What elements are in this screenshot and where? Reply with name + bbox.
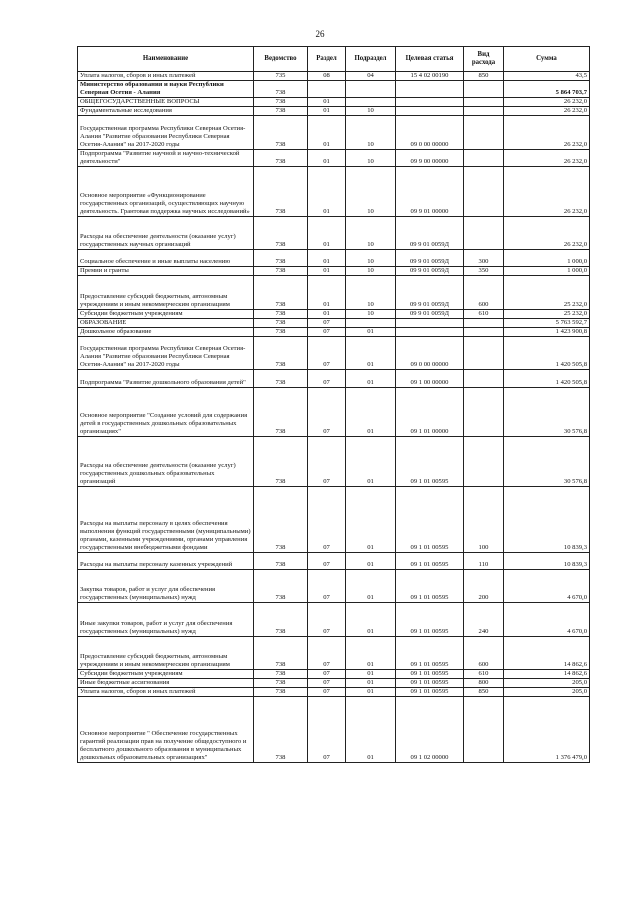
cell-subsection: 10: [346, 107, 396, 116]
cell-name: Государственная программа Республики Северная Осетия-Алания "Развитие образования Республики Северная Осетия-Алания" на 2017-2020 годы: [78, 116, 254, 149]
cell-subsection: 01: [346, 336, 396, 369]
cell-section: 07: [308, 437, 346, 487]
table-row: [78, 336, 590, 369]
cell-amount: 1 000,0: [504, 267, 590, 276]
cell-section: 07: [308, 603, 346, 636]
cell-target: 09 1 01 00000: [396, 387, 464, 437]
table-row: [78, 318, 590, 327]
cell-name: Министерство образования и науки Республики Северная Осетия - Алания: [78, 81, 254, 98]
cell-name: ОБЩЕГОСУДАРСТВЕННЫЕ ВОПРОСЫ: [78, 98, 254, 107]
cell-expense: 800: [464, 679, 504, 688]
cell-section: 01: [308, 267, 346, 276]
cell-name: Фундаментальные исследования: [78, 107, 254, 116]
cell-subsection: 01: [346, 327, 396, 336]
cell-amount: 26 232,0: [504, 98, 590, 107]
cell-name: Расходы на выплаты персоналу в целях обеспечения выполнения функций государственными (муниципальными) органами, казенными учреждениями, органами управления государственными внебюджетными фондами: [78, 486, 254, 552]
cell-expense: 200: [464, 569, 504, 602]
cell-dept: 738: [254, 327, 308, 336]
table-row: [78, 107, 590, 116]
cell-target: 09 0 00 00000: [396, 336, 464, 369]
cell-expense: 110: [464, 552, 504, 569]
cell-amount: 26 232,0: [504, 149, 590, 166]
table-row: [78, 167, 590, 217]
cell-amount: 10 839,3: [504, 552, 590, 569]
cell-section: 01: [308, 149, 346, 166]
table-row: [78, 697, 590, 763]
header-name: Наименование: [78, 47, 254, 72]
cell-target: 09 1 00 00000: [396, 370, 464, 387]
cell-name: Иные бюджетные ассигнования: [78, 679, 254, 688]
table-row: [78, 603, 590, 636]
cell-dept: 738: [254, 569, 308, 602]
cell-subsection: 01: [346, 387, 396, 437]
cell-expense: [464, 81, 504, 98]
cell-name: Подпрограмма "Развитие научной и научно-технической деятельности": [78, 149, 254, 166]
cell-dept: 738: [254, 318, 308, 327]
cell-name: Премии и гранты: [78, 267, 254, 276]
cell-target: 09 9 01 0059Д: [396, 276, 464, 309]
header-expense: Вид расхода: [464, 47, 504, 72]
cell-section: 07: [308, 697, 346, 763]
table-row: [78, 569, 590, 602]
cell-expense: [464, 387, 504, 437]
cell-section: 07: [308, 336, 346, 369]
table-row: [78, 486, 590, 552]
table-row: [78, 216, 590, 249]
cell-expense: [464, 216, 504, 249]
cell-section: 07: [308, 387, 346, 437]
cell-dept: 738: [254, 669, 308, 678]
cell-expense: [464, 98, 504, 107]
cell-target: 09 1 02 00000: [396, 697, 464, 763]
cell-dept: 735: [254, 72, 308, 81]
cell-dept: 738: [254, 149, 308, 166]
cell-section: 07: [308, 318, 346, 327]
cell-amount: 4 670,0: [504, 569, 590, 602]
cell-section: [308, 81, 346, 98]
cell-subsection: 01: [346, 437, 396, 487]
cell-expense: 600: [464, 276, 504, 309]
cell-subsection: 01: [346, 552, 396, 569]
header-amount: Сумма: [504, 47, 590, 72]
cell-name: Субсидии бюджетным учреждениям: [78, 669, 254, 678]
cell-subsection: 01: [346, 370, 396, 387]
cell-amount: 30 576,8: [504, 387, 590, 437]
cell-subsection: 10: [346, 216, 396, 249]
header-target: Целевая статья: [396, 47, 464, 72]
cell-expense: [464, 149, 504, 166]
table-row: [78, 327, 590, 336]
cell-name: Основное мероприятие «Функционирование государственных организаций, осуществляющих научную деятельность. Грантовая поддержка научных исследований»: [78, 167, 254, 217]
cell-subsection: [346, 98, 396, 107]
cell-dept: 738: [254, 486, 308, 552]
cell-section: 07: [308, 688, 346, 697]
cell-dept: 738: [254, 336, 308, 369]
cell-name: Подпрограмма "Развитие дошкольного образования детей": [78, 370, 254, 387]
cell-target: 09 9 00 00000: [396, 149, 464, 166]
cell-amount: 4 670,0: [504, 603, 590, 636]
cell-expense: 350: [464, 267, 504, 276]
cell-expense: [464, 437, 504, 487]
cell-target: 09 1 01 00595: [396, 679, 464, 688]
cell-expense: 850: [464, 72, 504, 81]
cell-target: 09 1 01 00595: [396, 437, 464, 487]
cell-subsection: 10: [346, 309, 396, 318]
table-row: [78, 387, 590, 437]
header-row: [78, 47, 590, 72]
cell-expense: 300: [464, 250, 504, 267]
cell-dept: 738: [254, 370, 308, 387]
cell-target: 09 1 01 00595: [396, 486, 464, 552]
cell-expense: 850: [464, 688, 504, 697]
cell-name: Предоставление субсидий бюджетным, автономным учреждениям и иным некоммерческим организациям: [78, 636, 254, 669]
cell-section: 01: [308, 167, 346, 217]
cell-target: [396, 81, 464, 98]
cell-subsection: 01: [346, 603, 396, 636]
cell-subsection: 10: [346, 167, 396, 217]
cell-amount: 26 232,0: [504, 107, 590, 116]
cell-dept: 738: [254, 116, 308, 149]
table-row: [78, 116, 590, 149]
cell-dept: 738: [254, 679, 308, 688]
cell-target: 09 9 01 0059Д: [396, 250, 464, 267]
header-section: Раздел: [308, 47, 346, 72]
table-row: [78, 81, 590, 98]
cell-section: 01: [308, 216, 346, 249]
cell-dept: 738: [254, 309, 308, 318]
cell-amount: 5 763 592,7: [504, 318, 590, 327]
header-dept: Ведомство: [254, 47, 308, 72]
cell-subsection: 10: [346, 116, 396, 149]
budget-table: [77, 46, 590, 763]
cell-name: Предоставление субсидий бюджетным, автономным учреждениям и иным некоммерческим организациям: [78, 276, 254, 309]
table-body: [78, 72, 590, 763]
cell-dept: 738: [254, 98, 308, 107]
cell-target: 09 9 01 0059Д: [396, 309, 464, 318]
cell-target: 09 1 01 00595: [396, 688, 464, 697]
cell-dept: 738: [254, 167, 308, 217]
cell-expense: 240: [464, 603, 504, 636]
cell-target: 09 0 00 00000: [396, 116, 464, 149]
cell-expense: [464, 107, 504, 116]
table-row: [78, 98, 590, 107]
cell-subsection: [346, 318, 396, 327]
cell-amount: 43,5: [504, 72, 590, 81]
cell-target: [396, 327, 464, 336]
cell-section: 07: [308, 669, 346, 678]
cell-target: 09 9 01 0059Д: [396, 216, 464, 249]
cell-expense: [464, 327, 504, 336]
cell-amount: 30 576,8: [504, 437, 590, 487]
table-row: [78, 370, 590, 387]
cell-dept: 738: [254, 250, 308, 267]
cell-amount: 10 839,3: [504, 486, 590, 552]
cell-name: Субсидии бюджетным учреждениям: [78, 309, 254, 318]
cell-dept: 738: [254, 81, 308, 98]
cell-subsection: 10: [346, 267, 396, 276]
cell-expense: 610: [464, 669, 504, 678]
table-row: [78, 276, 590, 309]
cell-expense: [464, 167, 504, 217]
header-subsection: Подраздел: [346, 47, 396, 72]
cell-amount: 1 420 505,8: [504, 370, 590, 387]
cell-amount: 1 423 900,8: [504, 327, 590, 336]
table-row: [78, 267, 590, 276]
cell-subsection: 10: [346, 250, 396, 267]
cell-subsection: 01: [346, 697, 396, 763]
cell-section: 01: [308, 107, 346, 116]
cell-target: 09 9 01 0059Д: [396, 267, 464, 276]
cell-section: 07: [308, 486, 346, 552]
table-row: [78, 437, 590, 487]
cell-section: 07: [308, 327, 346, 336]
cell-target: 09 1 01 00595: [396, 552, 464, 569]
cell-subsection: 01: [346, 569, 396, 602]
table-header: [78, 47, 590, 72]
cell-subsection: [346, 81, 396, 98]
table-row: [78, 250, 590, 267]
cell-subsection: 10: [346, 149, 396, 166]
cell-dept: 738: [254, 107, 308, 116]
cell-expense: 100: [464, 486, 504, 552]
cell-expense: [464, 336, 504, 369]
cell-name: ОБРАЗОВАНИЕ: [78, 318, 254, 327]
cell-subsection: 01: [346, 486, 396, 552]
cell-section: 07: [308, 552, 346, 569]
cell-name: Расходы на выплаты персоналу казенных учреждений: [78, 552, 254, 569]
cell-amount: 5 864 703,7: [504, 81, 590, 98]
cell-dept: 738: [254, 437, 308, 487]
cell-amount: 14 862,6: [504, 636, 590, 669]
cell-name: Закупка товаров, работ и услуг для обеспечения государственных (муниципальных) нужд: [78, 569, 254, 602]
cell-name: Основное мероприятие " Обеспечение государственных гарантий реализации прав на получение общедоступного и бесплатного дошкольного образования в муниципальных дошкольных образовательных организациях": [78, 697, 254, 763]
cell-section: 07: [308, 679, 346, 688]
cell-expense: [464, 697, 504, 763]
cell-dept: 738: [254, 216, 308, 249]
cell-target: 09 9 01 00000: [396, 167, 464, 217]
cell-target: [396, 318, 464, 327]
cell-amount: 25 232,0: [504, 309, 590, 318]
cell-section: 01: [308, 276, 346, 309]
cell-name: Дошкольное образование: [78, 327, 254, 336]
cell-dept: 738: [254, 552, 308, 569]
cell-amount: 26 232,0: [504, 216, 590, 249]
cell-dept: 738: [254, 267, 308, 276]
cell-target: [396, 98, 464, 107]
cell-dept: 738: [254, 688, 308, 697]
cell-name: Расходы на обеспечение деятельности (оказание услуг) государственных дошкольных образовательных организаций: [78, 437, 254, 487]
cell-amount: 26 232,0: [504, 116, 590, 149]
cell-name: Государственная программа Республики Северная Осетия-Алания "Развитие образования Республики Северная Осетия-Алания" на 2017-2020 годы: [78, 336, 254, 369]
table-row: [78, 669, 590, 678]
cell-section: 07: [308, 636, 346, 669]
cell-target: 09 1 01 00595: [396, 669, 464, 678]
cell-subsection: 01: [346, 636, 396, 669]
cell-expense: [464, 370, 504, 387]
cell-subsection: 01: [346, 679, 396, 688]
cell-target: [396, 107, 464, 116]
cell-subsection: 10: [346, 276, 396, 309]
cell-dept: 738: [254, 603, 308, 636]
cell-dept: 738: [254, 697, 308, 763]
cell-dept: 738: [254, 276, 308, 309]
cell-section: 01: [308, 250, 346, 267]
table-row: [78, 552, 590, 569]
cell-section: 01: [308, 98, 346, 107]
cell-expense: [464, 318, 504, 327]
cell-amount: 1 000,0: [504, 250, 590, 267]
page-number: 26: [315, 29, 325, 39]
table-row: [78, 636, 590, 669]
cell-target: 09 1 01 00595: [396, 636, 464, 669]
cell-amount: 205,0: [504, 679, 590, 688]
cell-amount: 26 232,0: [504, 167, 590, 217]
cell-section: 07: [308, 370, 346, 387]
cell-expense: 610: [464, 309, 504, 318]
table-row: [78, 149, 590, 166]
cell-name: Основное мероприятие "Создание условий для содержания детей в государственных дошкольных образовательных организациях": [78, 387, 254, 437]
table-row: [78, 679, 590, 688]
cell-section: 08: [308, 72, 346, 81]
table-row: [78, 688, 590, 697]
cell-name: Расходы на обеспечение деятельности (оказание услуг) государственных научных организаций: [78, 216, 254, 249]
cell-name: Уплата налогов, сборов и иных платежей: [78, 688, 254, 697]
cell-dept: 738: [254, 387, 308, 437]
cell-target: 09 1 01 00595: [396, 569, 464, 602]
cell-section: 01: [308, 116, 346, 149]
cell-target: 09 1 01 00595: [396, 603, 464, 636]
cell-amount: 205,0: [504, 688, 590, 697]
cell-subsection: 01: [346, 688, 396, 697]
cell-name: Социальное обеспечение и иные выплаты населению: [78, 250, 254, 267]
table-row: [78, 72, 590, 81]
cell-name: Уплата налогов, сборов и иных платежей: [78, 72, 254, 81]
cell-expense: [464, 116, 504, 149]
cell-dept: 738: [254, 636, 308, 669]
cell-amount: 1 420 505,8: [504, 336, 590, 369]
table-row: [78, 309, 590, 318]
cell-section: 07: [308, 569, 346, 602]
cell-amount: 1 376 479,0: [504, 697, 590, 763]
cell-amount: 14 862,6: [504, 669, 590, 678]
cell-section: 01: [308, 309, 346, 318]
cell-target: 15 4 02 00190: [396, 72, 464, 81]
cell-amount: 25 232,0: [504, 276, 590, 309]
cell-name: Иные закупки товаров, работ и услуг для обеспечения государственных (муниципальных) нужд: [78, 603, 254, 636]
cell-subsection: 04: [346, 72, 396, 81]
cell-expense: 600: [464, 636, 504, 669]
cell-subsection: 01: [346, 669, 396, 678]
